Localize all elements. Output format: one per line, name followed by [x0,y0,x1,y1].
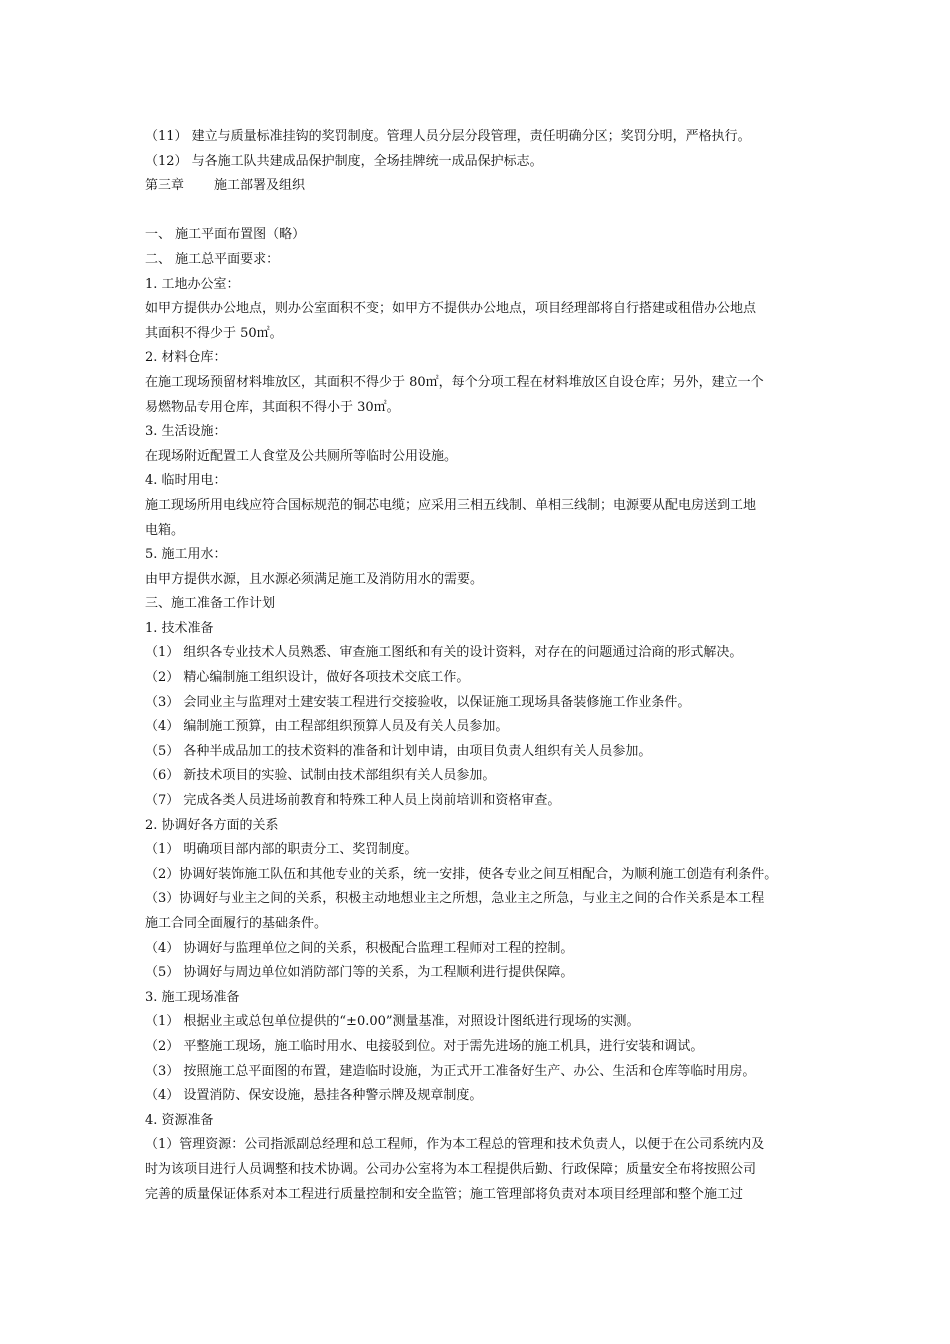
text-line: 如甲方提供办公地点，则办公室面积不变；如甲方不提供办公地点，项目经理部将自行搭建或租借办公地点 [145,301,757,317]
document-page [145,125,825,1207]
text-line: 二、 施工总平面要求： [145,251,280,267]
text-line: （5） 协调好与周边单位如消防部门等的关系，为工程顺利进行提供保障。 [145,965,574,981]
chapter-title: 施工部署及组织 [214,178,306,194]
text-line: （1） 根据业主或总包单位提供的“±0.00”测量基准，对照设计图纸进行现场的实测。 [145,1014,640,1030]
text-line: 施工合同全面履行的基础条件。 [145,916,328,931]
text-line: 在现场附近配置工人食堂及公共厕所等临时公用设施。 [145,448,458,464]
text-line: （7） 完成各类人员进场前教育和特殊工种人员上岗前培训和资格审查。 [145,793,561,809]
text-line: 3. 生活设施： [145,424,227,440]
chapter-heading [145,174,825,199]
text-line: （3） 按照施工总平面图的布置，建造临时设施，为正式开工准备好生产、办公、生活和仓库等临时用房。 [145,1063,756,1079]
text-line: 时为该项目进行人员调整和技术协调。公司办公室将为本工程提供后勤、行政保障；质量安全布将按照公司 [145,1161,757,1177]
blank-line [145,199,825,224]
text-line: 由甲方提供水源，且水源必须满足施工及消防用水的需要。 [145,571,484,587]
text-line: 2. 材料仓库： [145,350,227,366]
text-line: 4. 临时用电： [145,473,227,489]
text-line: （5） 各种半成品加工的技术资料的准备和计划申请，由项目负责人组织有关人员参加。 [145,743,652,759]
text-line: （1）管理资源：公司指派副总经理和总工程师，作为本工程总的管理和技术负责人，以便于在公司系统内及 [145,1137,765,1153]
text-line: （2） 平整施工现场，施工临时用水、电接驳到位。对于需先进场的施工机具，进行安装和调试。 [145,1038,704,1054]
text-line: （4） 编制施工预算，由工程部组织预算人员及有关人员参加。 [145,719,509,735]
text-line: 4. 资源准备 [145,1112,214,1128]
text-line: （4） 设置消防、保安设施，悬挂各种警示牌及规章制度。 [145,1088,483,1104]
text-line: 其面积不得少于 50㎡。 [145,325,283,341]
text-line: （11） 建立与质量标准挂钩的奖罚制度。管理人员分层分段管理，责任明确分区；奖罚分明，严格执行。 [145,129,751,144]
text-line: （2） 精心编制施工组织设计，做好各项技术交底工作。 [145,670,470,686]
text-line: 5. 施工用水： [145,547,227,563]
text-line: （3）协调好与业主之间的关系，积极主动地想业主之所想，急业主之所急，与业主之间的合作关系是本工程 [145,891,765,907]
document-body [145,223,825,1207]
text-line: 施工现场所用电线应符合国标规范的铜芯电缆；应采用三相五线制、单相三线制；电源要从配电房送到工地 [145,497,757,513]
text-line: （12） 与各施工队共建成品保护制度，全场挂牌统一成品保护标志。 [145,153,543,169]
text-line: 易燃物品专用仓库，其面积不得小于 30㎡。 [145,399,400,415]
text-line: （1） 明确项目部内部的职责分工、奖罚制度。 [145,842,418,858]
text-line: （4） 协调好与监理单位之间的关系，积极配合监理工程师对工程的控制。 [145,940,574,956]
text-line: 1. 技术准备 [145,620,214,636]
text-line: 电箱。 [145,522,185,538]
text-line: 1. 工地办公室： [145,276,240,292]
text-line: 一、 施工平面布置图（略） [145,227,306,243]
text-line: （3） 会同业主与监理对土建安装工程进行交接验收，以保证施工现场具备装修施工作业条件。 [145,694,691,710]
text-line: （1） 组织各专业技术人员熟悉、审查施工图纸和有关的设计资料，对存在的问题通过洽商的形式解决。 [145,645,743,661]
text-line: （6） 新技术项目的实验、试制由技术部组织有关人员参加。 [145,768,496,784]
text-line: 完善的质量保证体系对本工程进行质量控制和安全监管；施工管理部将负责对本项目经理部和整个施工过 [145,1186,744,1202]
chapter-number: 第三章 [145,178,185,194]
text-line: 三、施工准备工作计划 [145,596,276,612]
text-line: 2. 协调好各方面的关系 [145,817,279,833]
text-line: 在施工现场预留材料堆放区，其面积不得少于 80㎡，每个分项工程在材料堆放区自设仓库；另外，建立一个 [145,374,764,390]
text-line: （2）协调好装饰施工队伍和其他专业的关系，统一安排，使各专业之间互相配合，为顺利施工创造有利条件。 [145,866,778,882]
text-line: 3. 施工现场准备 [145,989,240,1005]
